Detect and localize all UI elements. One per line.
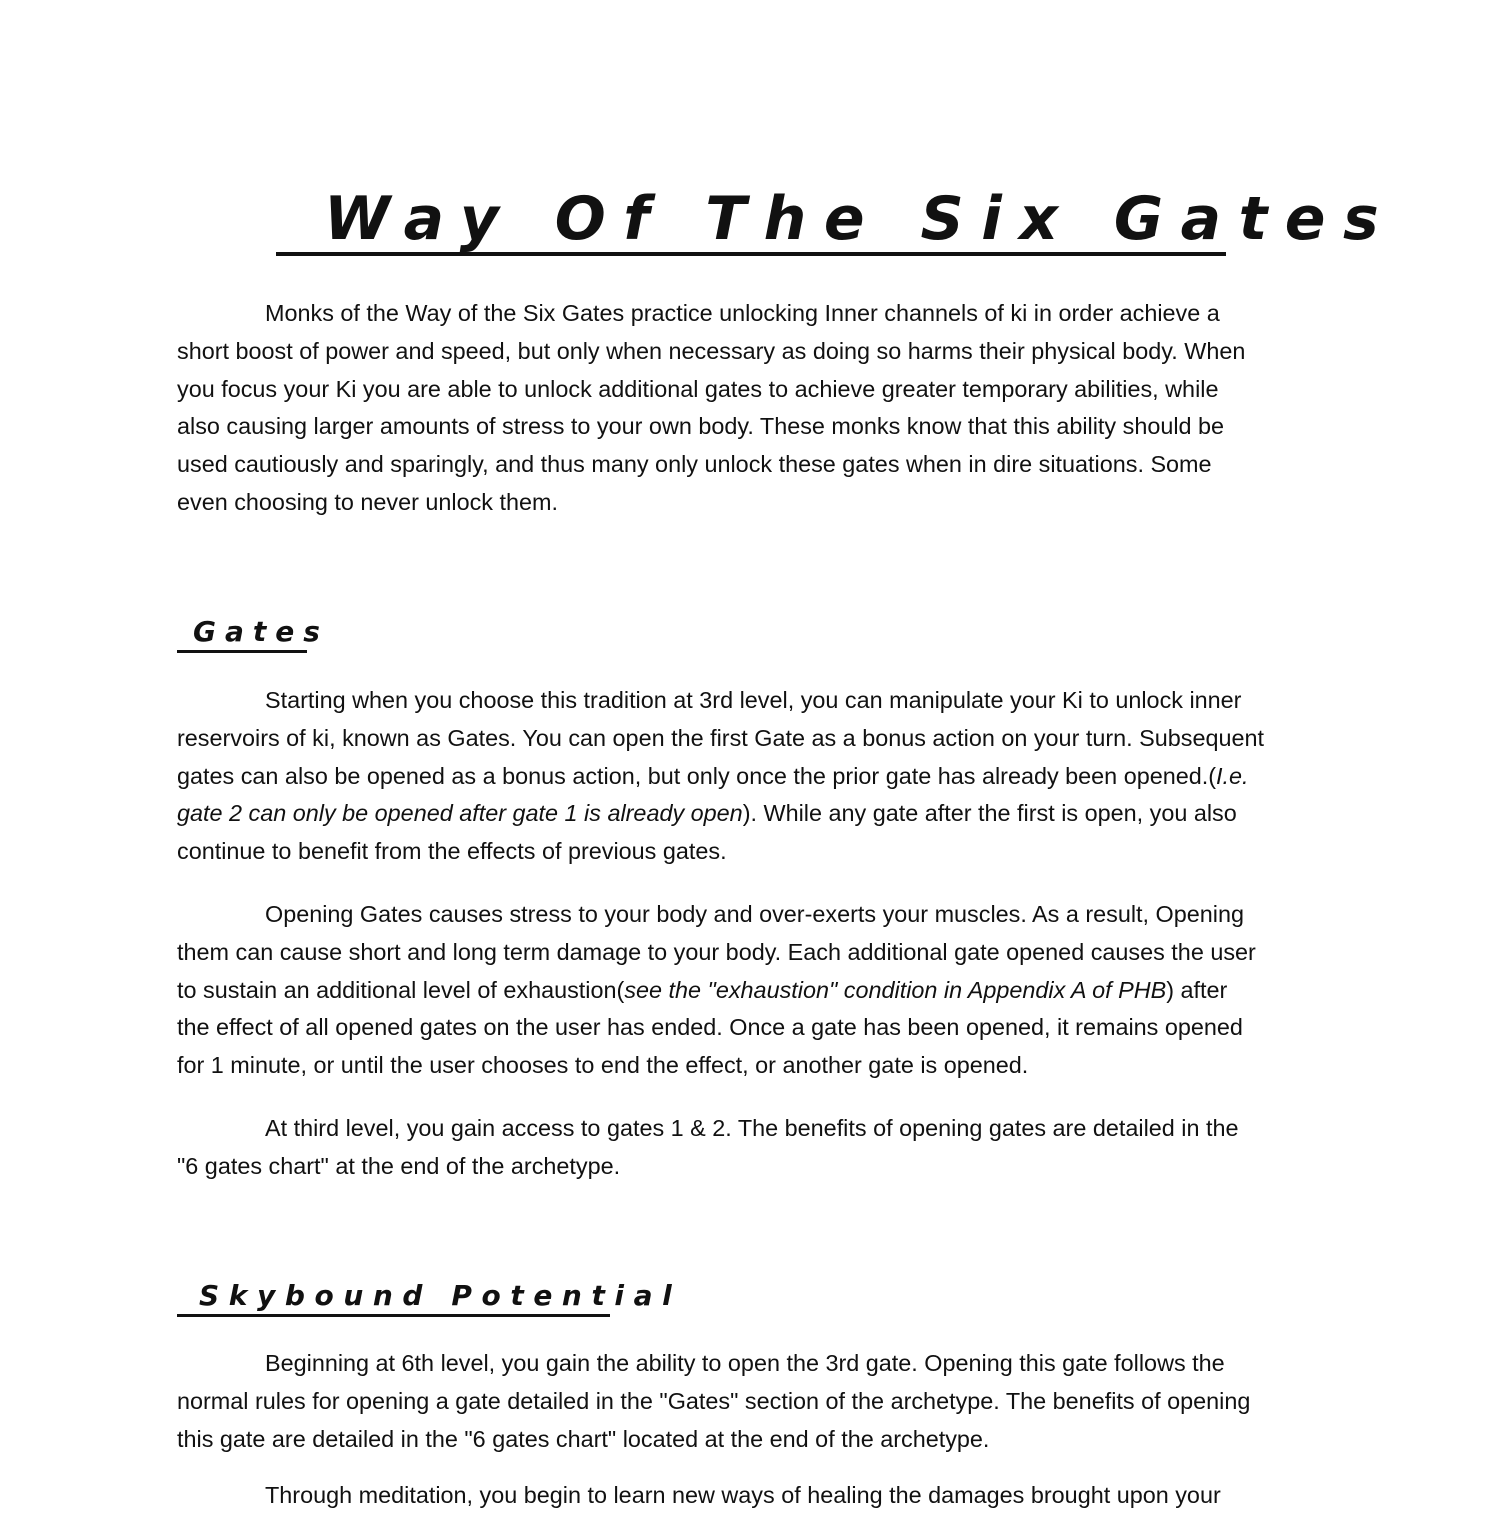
text-run: ) after xyxy=(1166,976,1228,1003)
italic-text-run: gate 2 can only be opened after gate 1 is already open xyxy=(177,800,743,827)
text-line: also causing larger amounts of stress to your own body. These monks know that this ability should be xyxy=(177,413,1225,440)
section-heading-text: Gates xyxy=(193,615,329,648)
skybound-paragraph-2 xyxy=(177,1477,1327,1515)
text-line: At third level, you gain access to gates 1 & 2. The benefits of opening gates are detailed in the xyxy=(265,1115,1239,1141)
text-line: them can cause short and long term damage to your body. Each additional gate opened causes the user xyxy=(177,938,1256,965)
intro-paragraph xyxy=(177,295,1327,522)
text-line: used cautiously and sparingly, and thus many only unlock these gates when in dire situations. Some xyxy=(177,451,1212,478)
text-run: gates can also be opened as a bonus action, but only once the prior gate has already been opened.( xyxy=(177,762,1217,789)
text-line: Starting when you choose this tradition at 3rd level, you can manipulate your Ki to unlock inner xyxy=(265,687,1242,713)
gates-paragraph-2 xyxy=(177,896,1327,1085)
gates-paragraph-3 xyxy=(177,1110,1327,1186)
text-line: you focus your Ki you are able to unlock additional gates to achieve greater temporary abilities, while xyxy=(177,375,1219,402)
page-title-underline xyxy=(276,182,1397,256)
text-line: "6 gates chart" at the end of the archetype. xyxy=(177,1152,621,1179)
text-line: short boost of power and speed, but only when necessary as doing so harms their physical body. When xyxy=(177,337,1246,364)
skybound-paragraph-1 xyxy=(177,1345,1327,1458)
text-line: continue to benefit from the effects of previous gates. xyxy=(177,838,727,865)
page-title: Way Of The Six Gates xyxy=(324,184,1397,254)
text-line: this gate are detailed in the "6 gates chart" located at the end of the archetype. xyxy=(177,1425,990,1452)
section-heading-skybound-potential xyxy=(177,1278,682,1317)
text-line: Beginning at 6th level, you gain the ability to open the 3rd gate. Opening this gate follows the xyxy=(265,1350,1225,1376)
text-line xyxy=(177,972,1327,1010)
section-heading-gates xyxy=(177,614,329,653)
text-line: Monks of the Way of the Six Gates practice unlocking Inner channels of ki in order achieve a xyxy=(265,300,1220,326)
section-heading-text: Skybound Potential xyxy=(199,1279,682,1312)
text-line: Opening Gates causes stress to your body and over-exerts your muscles. As a result, Opening xyxy=(265,901,1244,927)
italic-text-run: see the "exhaustion" condition in Appendix A of PHB xyxy=(624,976,1167,1003)
text-line xyxy=(177,758,1327,796)
text-line: reservoirs of ki, known as Gates. You can open the first Gate as a bonus action on your turn. Subsequent xyxy=(177,724,1265,751)
text-line: for 1 minute, or until the user chooses to end the effect, or another gate is opened. xyxy=(177,1052,1029,1079)
text-line: normal rules for opening a gate detailed in the "Gates" section of the archetype. The benefits of opening xyxy=(177,1387,1251,1414)
text-line: Through meditation, you begin to learn new ways of healing the damages brought upon your xyxy=(265,1482,1221,1508)
text-line: the effect of all opened gates on the user has ended. Once a gate has been opened, it remains opened xyxy=(177,1014,1243,1041)
gates-paragraph-1 xyxy=(177,682,1327,871)
text-run: to sustain an additional level of exhaustion( xyxy=(177,976,625,1003)
text-run: ). While any gate after the first is open, you also xyxy=(742,800,1237,827)
italic-text-run: I.e. xyxy=(1216,762,1249,789)
text-line: even choosing to never unlock them. xyxy=(177,488,558,515)
text-line xyxy=(177,795,1327,833)
